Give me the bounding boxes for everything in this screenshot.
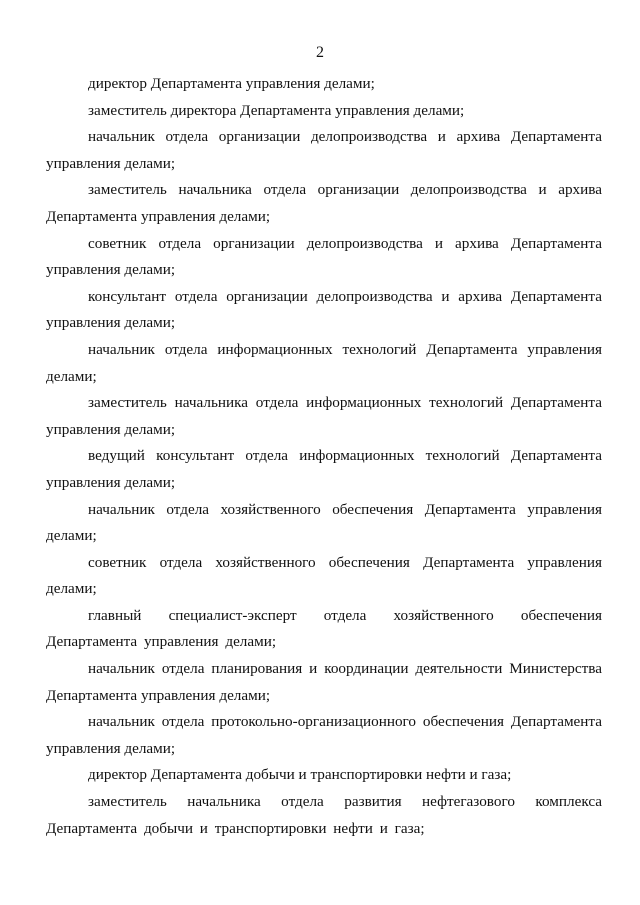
page-number: 2 xyxy=(316,44,324,61)
list-item: начальник отдела протокольно-организационного обеспечения Департамента управления делами; xyxy=(46,713,602,757)
list-item: советник отдела организации делопроизводства и архива Департамента управления делами; xyxy=(46,234,602,279)
list-item: начальник отдела хозяйственного обеспечения Департамента управления делами; xyxy=(46,500,602,545)
list-item: заместитель начальника отдела развития нефтегазового комплекса Департамента добычи и транспортировки нефти и газа; xyxy=(46,793,602,837)
list-item: главный специалист-эксперт отдела хозяйственного обеспечения Департамента управления делами; xyxy=(46,606,602,651)
list-item: начальник отдела планирования и координации деятельности Министерства Департамента управления делами; xyxy=(46,660,602,704)
list-item: заместитель начальника отдела информационных технологий Департамента управления делами; xyxy=(46,394,602,438)
list-item: ведущий консультант отдела информационных технологий Департамента управления делами; xyxy=(46,447,602,491)
list-item: директор Департамента добычи и транспортировки нефти и газа; xyxy=(88,766,512,784)
list-item: директор Департамента управления делами; xyxy=(88,75,375,92)
list-item: начальник отдела информационных технологий Департамента управления делами; xyxy=(46,340,602,385)
list-item: заместитель директора Департамента управления делами; xyxy=(88,101,465,119)
list-item: советник отдела хозяйственного обеспечения Департамента управления делами; xyxy=(46,553,602,598)
list-item: заместитель начальника отдела организации делопроизводства и архива Департамента управления делами; xyxy=(46,181,602,225)
position-list xyxy=(46,71,602,842)
list-item: консультант отдела организации делопроизводства и архива Департамента управления делами; xyxy=(46,287,602,332)
list-item: начальник отдела организации делопроизводства и архива Департамента управления делами; xyxy=(46,128,602,172)
